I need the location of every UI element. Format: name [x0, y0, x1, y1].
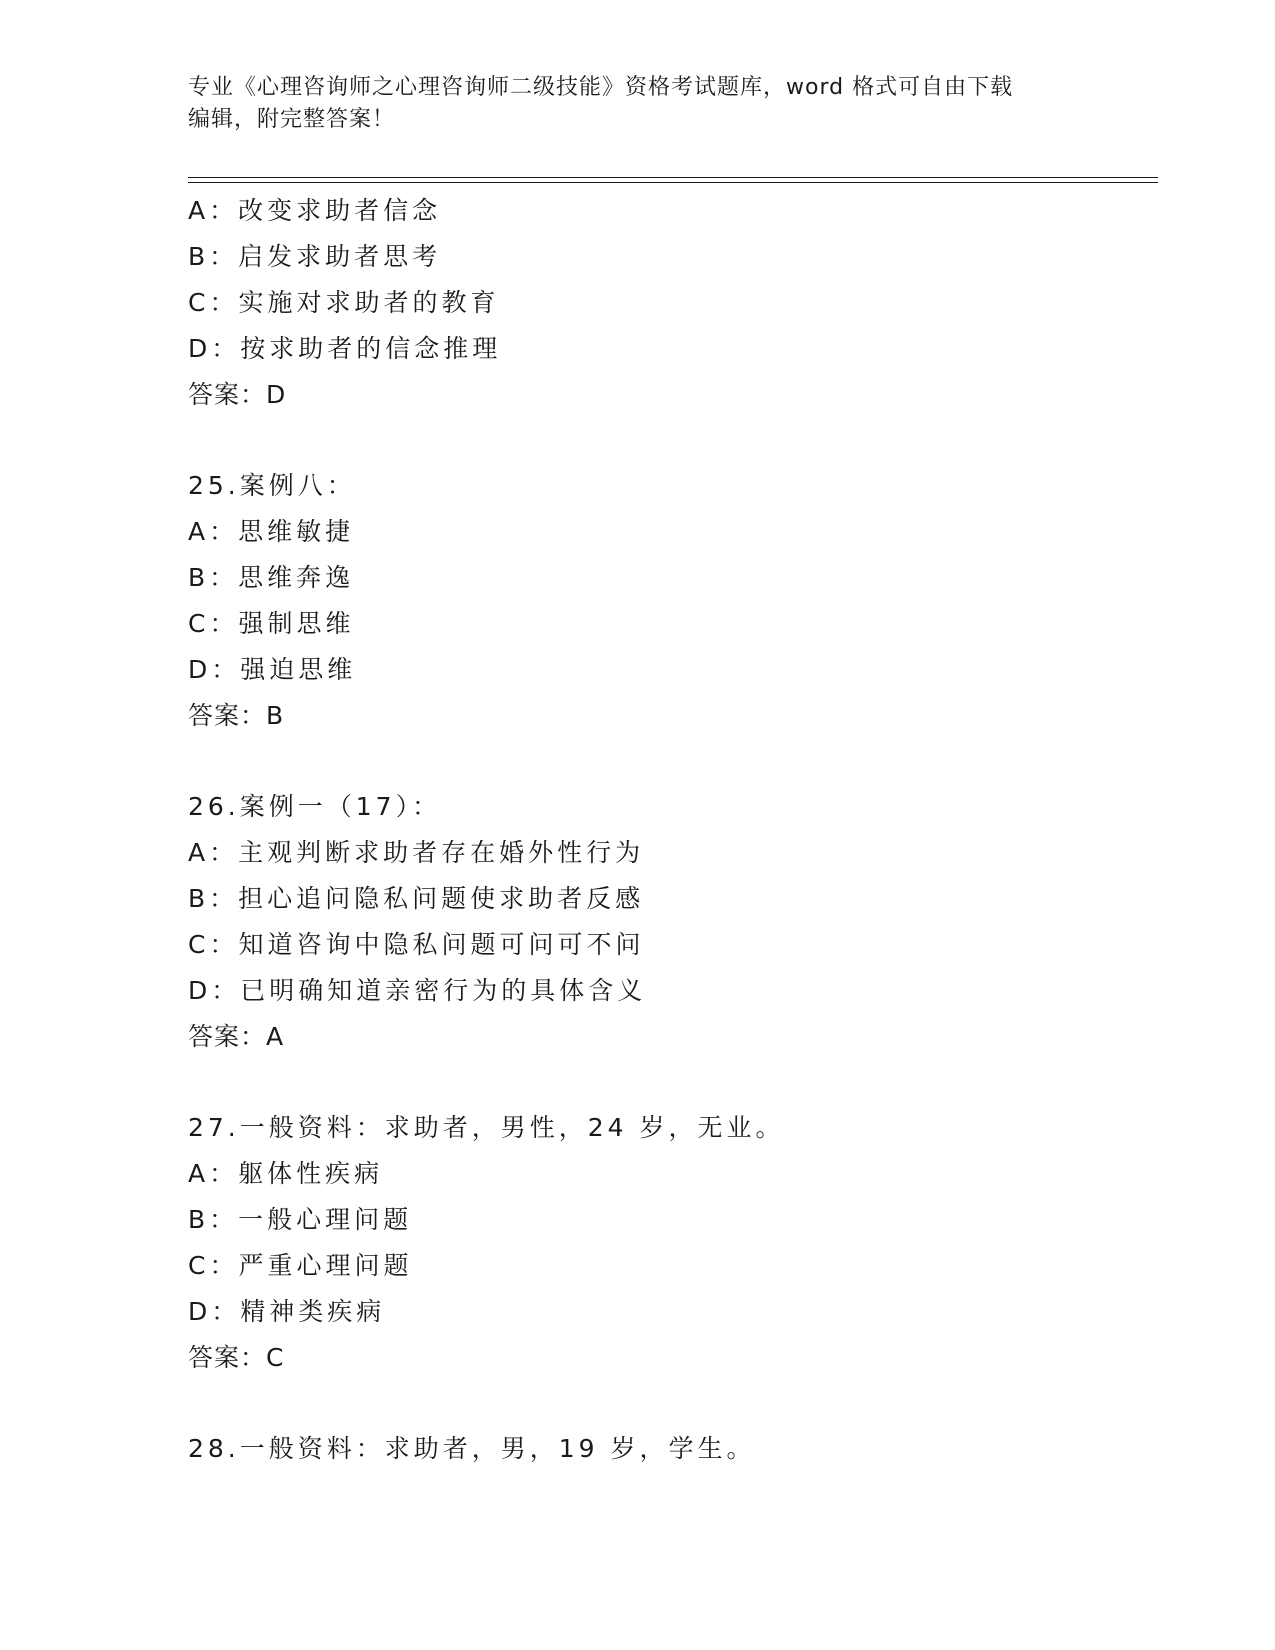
header-divider-top — [188, 177, 1158, 178]
answer-line: 答案：A — [188, 1022, 285, 1051]
option-b: B：一般心理问题 — [188, 1205, 413, 1234]
question-block — [188, 1426, 1188, 1472]
option-d: D：已明确知道亲密行为的具体含义 — [188, 976, 647, 1005]
answer-line: 答案：D — [188, 380, 287, 409]
question-stem: 26.案例一（17）： — [188, 792, 442, 821]
question-stem: 27.一般资料：求助者，男性，24 岁，无业。 — [188, 1113, 785, 1142]
option-d: D：按求助者的信念推理 — [188, 334, 502, 363]
option-b: B：担心追问隐私问题使求助者反感 — [188, 884, 645, 913]
answer-line: 答案：B — [188, 701, 285, 730]
option-a: A：躯体性疾病 — [188, 1159, 384, 1188]
document-header — [188, 72, 1088, 136]
option-c: C：知道咨询中隐私问题可问可不问 — [188, 930, 645, 959]
question-block — [188, 463, 1188, 739]
question-block — [188, 1105, 1188, 1381]
header-line-1: 专业《心理咨询师之心理咨询师二级技能》资格考试题库，word 格式可自由下载 — [188, 75, 1014, 100]
option-b: B：思维奔逸 — [188, 563, 355, 592]
option-a: A：思维敏捷 — [188, 517, 355, 546]
option-b: B：启发求助者思考 — [188, 242, 442, 271]
header-divider-bottom — [188, 182, 1158, 183]
answer-line: 答案：C — [188, 1343, 285, 1372]
question-list — [188, 188, 1188, 1472]
header-line-2: 编辑，附完整答案！ — [188, 107, 396, 132]
option-a: A：主观判断求助者存在婚外性行为 — [188, 838, 645, 867]
question-block — [188, 784, 1188, 1060]
option-c: C：严重心理问题 — [188, 1251, 413, 1280]
option-d: D：精神类疾病 — [188, 1297, 386, 1326]
question-stem: 28.一般资料：求助者，男，19 岁，学生。 — [188, 1434, 756, 1463]
question-stem: 25.案例八： — [188, 471, 356, 500]
option-c: C：实施对求助者的教育 — [188, 288, 500, 317]
option-a: A：改变求助者信念 — [188, 196, 442, 225]
option-c: C：强制思维 — [188, 609, 355, 638]
option-d: D：强迫思维 — [188, 655, 357, 684]
question-block — [188, 188, 1188, 418]
